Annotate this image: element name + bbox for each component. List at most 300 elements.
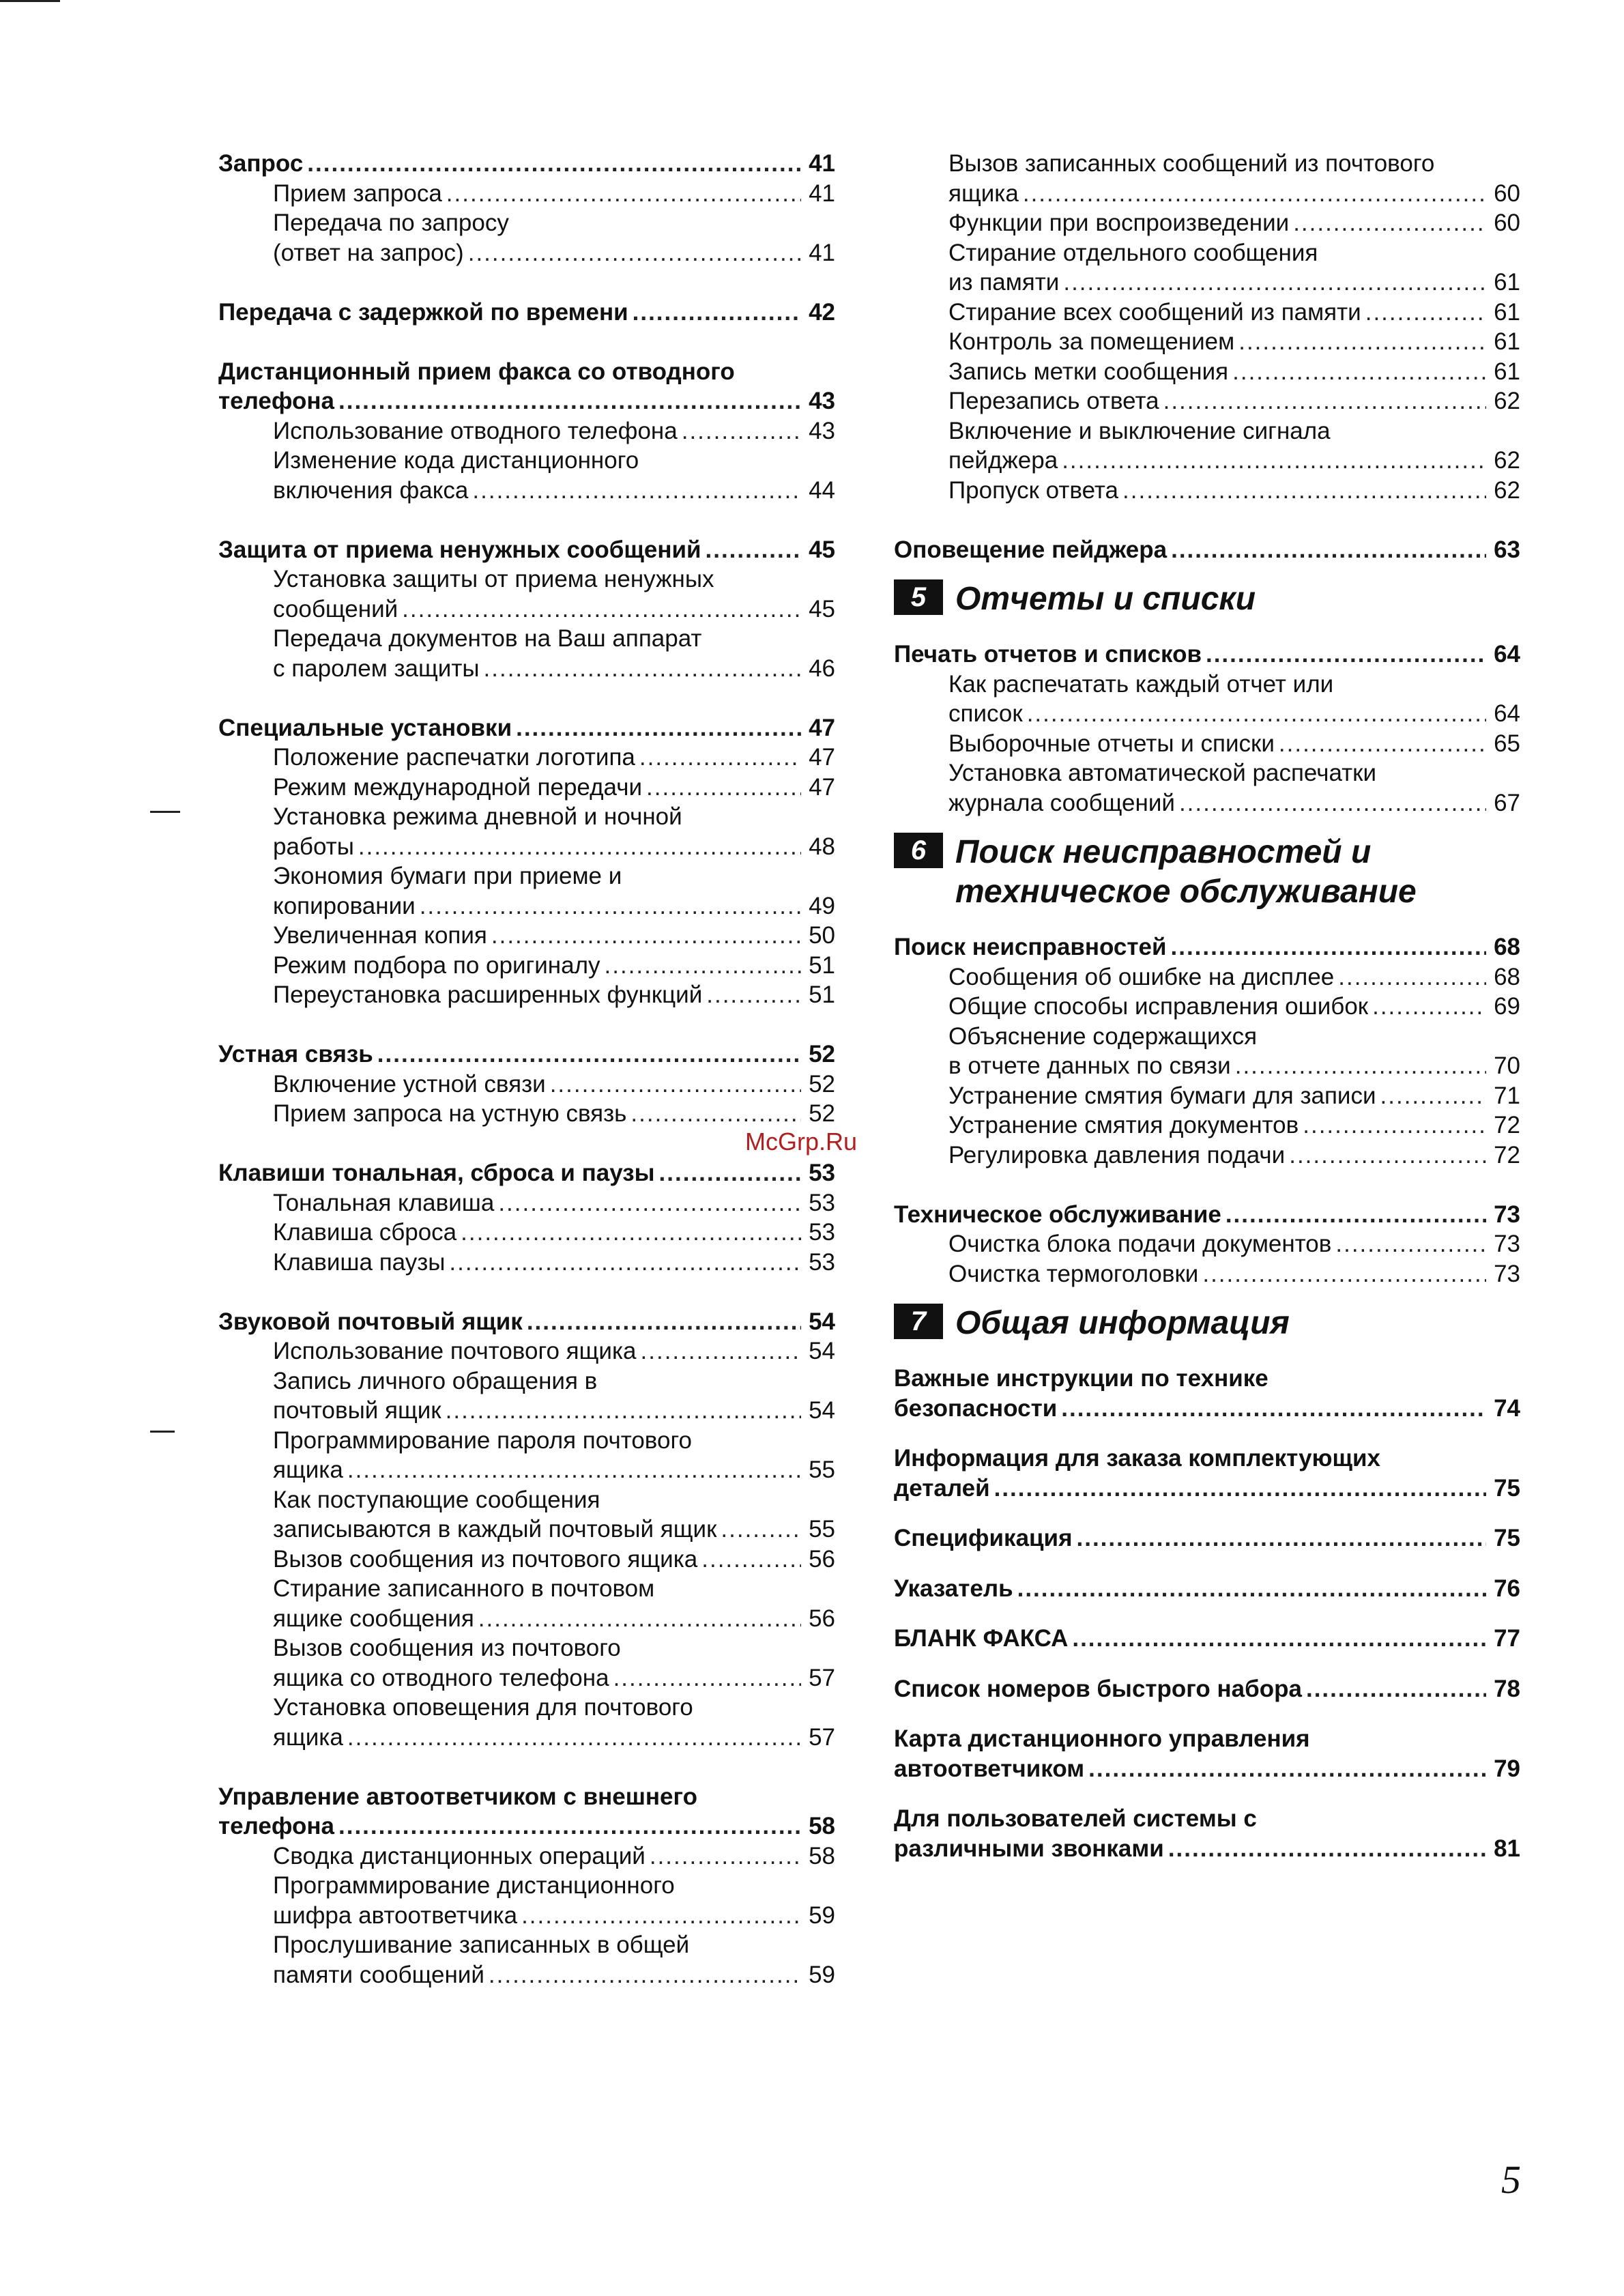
- toc-entry-title: Звуковой почтовый ящик: [218, 1308, 523, 1335]
- chapter-heading: [894, 833, 1520, 912]
- toc-page-number: 54: [809, 1308, 835, 1335]
- toc-entry-title: с паролем защиты: [273, 655, 480, 682]
- toc-entry-title: Общие способы исправления ошибок: [948, 993, 1369, 1020]
- toc-entry[interactable]: [218, 476, 835, 506]
- dot-leader: [1168, 1834, 1486, 1864]
- toc-page-number: 61: [1494, 328, 1520, 355]
- toc-page-number: 65: [1494, 730, 1520, 757]
- toc-page-number: 54: [809, 1338, 835, 1364]
- toc-page-number: 44: [809, 476, 835, 504]
- dot-leader: [639, 743, 801, 773]
- toc-entry[interactable]: [218, 179, 835, 209]
- spacer: [894, 1603, 1520, 1624]
- toc-heading-line: Важные инструкции по технике: [894, 1365, 1268, 1392]
- toc-page-number: 48: [809, 833, 835, 860]
- toc-entry[interactable]: [218, 238, 835, 268]
- toc-entry[interactable]: [894, 962, 1520, 992]
- dot-leader: [468, 238, 801, 268]
- dot-leader: [1027, 699, 1486, 729]
- dot-leader: [641, 1336, 801, 1366]
- toc-entry-title: Перезапись ответа: [948, 388, 1159, 414]
- toc-entry[interactable]: [218, 1070, 835, 1100]
- toc-entry-title: Устранение смятия бумаги для записи: [948, 1082, 1376, 1109]
- scan-mark: [150, 1431, 175, 1433]
- dot-leader: [1238, 327, 1486, 357]
- toc-page-number: 78: [1494, 1675, 1520, 1702]
- toc-entry[interactable]: [218, 1336, 835, 1366]
- toc-entry[interactable]: [894, 699, 1520, 729]
- dot-leader: [484, 654, 801, 684]
- toc-entry[interactable]: [218, 1604, 835, 1634]
- dot-leader: [706, 535, 802, 565]
- toc-entry-title: Прием запроса: [273, 180, 442, 207]
- toc-page-number: 41: [809, 180, 835, 207]
- dot-leader: [633, 298, 801, 328]
- toc-page-number: 61: [1494, 358, 1520, 385]
- toc-entry-title: Защита от приема ненужных сообщений: [218, 536, 701, 563]
- toc-entry[interactable]: [218, 743, 835, 773]
- chapter-title: [955, 1304, 1290, 1343]
- toc-entry-title: ящика: [273, 1456, 343, 1483]
- toc-entry-title: Режим международной передачи: [273, 773, 643, 801]
- toc-page-number: 50: [809, 922, 835, 949]
- toc-entry-title: различными звонками: [894, 1835, 1164, 1862]
- toc-entry[interactable]: [218, 654, 835, 684]
- toc-entry-title: Техническое обслуживание: [894, 1201, 1221, 1228]
- dot-leader: [701, 1545, 801, 1575]
- dot-leader: [721, 1515, 801, 1545]
- toc-entry-title: безопасности: [894, 1394, 1058, 1422]
- toc-page-number: 70: [1494, 1052, 1520, 1079]
- toc-entry-title: Клавиши тональная, сброса и паузы: [218, 1160, 655, 1186]
- toc-entry-title: Клавиша сброса: [273, 1219, 457, 1246]
- toc-page-number: 63: [1494, 536, 1520, 563]
- toc-entry[interactable]: [218, 832, 835, 862]
- dot-leader: [1279, 729, 1486, 759]
- toc-page-number: 64: [1494, 641, 1520, 668]
- toc-heading-line: Программирование дистанционного: [273, 1872, 675, 1899]
- toc-page-number: 60: [1494, 180, 1520, 207]
- toc-entry-title: Специальные установки: [218, 714, 512, 741]
- dot-leader: [1335, 1229, 1486, 1259]
- toc-entry[interactable]: [218, 1099, 835, 1129]
- dot-leader: [1077, 1523, 1487, 1553]
- dot-leader: [449, 1248, 801, 1278]
- dot-leader: [605, 951, 801, 981]
- toc-page-number: 47: [809, 773, 835, 801]
- toc-heading-line: Экономия бумаги при приеме и: [273, 863, 622, 889]
- dot-leader: [338, 1811, 801, 1841]
- toc-page-number: 59: [809, 1961, 835, 1988]
- toc-entry[interactable]: [894, 1081, 1520, 1111]
- dot-leader: [613, 1663, 801, 1693]
- toc-entry[interactable]: [218, 1841, 835, 1871]
- toc-entry[interactable]: [894, 1259, 1520, 1289]
- toc-entry[interactable]: [218, 1307, 835, 1337]
- toc-entry-title: почтовый ящик: [273, 1397, 441, 1424]
- toc-entry[interactable]: [218, 416, 835, 446]
- toc-page-number: 68: [1494, 963, 1520, 990]
- dot-leader: [1293, 208, 1486, 238]
- toc-page-number: 73: [1494, 1201, 1520, 1228]
- dot-leader: [1179, 788, 1486, 818]
- dot-leader: [1206, 640, 1486, 670]
- toc-heading-line: Прослушивание записанных в общей: [273, 1932, 690, 1958]
- spacer: [894, 1654, 1520, 1674]
- dot-leader: [446, 1396, 801, 1426]
- toc-page-number: 68: [1494, 934, 1520, 960]
- toc-entry-title: Использование почтового ящика: [273, 1338, 637, 1364]
- dot-leader: [489, 1960, 801, 1990]
- toc-entry[interactable]: [894, 327, 1520, 357]
- toc-page-number: 62: [1494, 388, 1520, 414]
- toc-entry[interactable]: [218, 1396, 835, 1426]
- toc-entry[interactable]: [218, 1901, 835, 1931]
- dot-leader: [630, 1099, 801, 1129]
- toc-entry[interactable]: [218, 921, 835, 951]
- toc-entry-title: работы: [273, 833, 354, 860]
- toc-entry-title: Устная связь: [218, 1041, 373, 1067]
- toc-heading-line: Программирование пароля почтового: [273, 1426, 692, 1454]
- dot-leader: [1289, 1140, 1486, 1171]
- toc-entry-title: Использование отводного телефона: [273, 417, 678, 444]
- toc-page-number: 61: [1494, 269, 1520, 296]
- dot-leader: [358, 832, 801, 862]
- spacer: [218, 327, 835, 357]
- dot-leader: [1226, 1200, 1486, 1230]
- chapter-number-badge: 6: [894, 833, 943, 868]
- toc-entry[interactable]: [894, 268, 1520, 298]
- toc-entry-title: из памяти: [948, 269, 1060, 296]
- toc-entry-title: ящика: [273, 1723, 343, 1751]
- chapter-heading: [894, 1304, 1520, 1343]
- dot-leader: [347, 1455, 801, 1485]
- toc-page-number: 53: [809, 1248, 835, 1276]
- toc-page-number: 53: [809, 1189, 835, 1216]
- toc-heading-line: Запись личного обращения в: [273, 1367, 598, 1394]
- toc-entry-title: БЛАНК ФАКСА: [894, 1625, 1069, 1652]
- toc-entry-title: Сообщения об ошибке на дисплее: [948, 963, 1335, 990]
- toc-right-column: [894, 149, 1520, 1863]
- toc-entry[interactable]: [218, 1960, 835, 1990]
- toc-page-number: 62: [1494, 476, 1520, 504]
- toc-entry-title: телефона: [218, 388, 334, 414]
- toc-entry[interactable]: [894, 1754, 1520, 1784]
- toc-page-number: 52: [809, 1070, 835, 1097]
- page-number: 5: [1501, 2157, 1521, 2202]
- dot-leader: [1171, 535, 1486, 565]
- toc-entry[interactable]: [894, 446, 1520, 476]
- toc-entry[interactable]: [218, 1515, 835, 1545]
- toc-entry-title: Печать отчетов и списков: [894, 641, 1202, 668]
- dot-leader: [446, 179, 801, 209]
- dot-leader: [347, 1723, 801, 1753]
- toc-entry-title: Запрос: [218, 150, 304, 177]
- toc-entry-title: Список номеров быстрого набора: [894, 1675, 1302, 1702]
- toc-entry[interactable]: [894, 1110, 1520, 1140]
- toc-entry[interactable]: [894, 932, 1520, 962]
- toc-entry-title: Регулировка давления подачи: [948, 1141, 1286, 1168]
- toc-entry[interactable]: [218, 298, 835, 328]
- toc-page-number: 55: [809, 1516, 835, 1542]
- chapter-title: [955, 579, 1256, 619]
- chapter-title-line: Отчеты и списки: [955, 581, 1256, 617]
- toc-heading-line: Вызов записанных сообщений из почтового: [948, 150, 1435, 177]
- toc-page-number: 73: [1494, 1260, 1520, 1287]
- toc-entry-title: Контроль за помещением: [948, 328, 1235, 355]
- dot-leader: [994, 1474, 1486, 1504]
- toc-heading-line: Установка автоматической распечатки: [948, 760, 1377, 786]
- toc-page-number: 77: [1494, 1625, 1520, 1652]
- toc-entry-title: Выборочные отчеты и списки: [948, 730, 1275, 757]
- dot-leader: [706, 980, 801, 1010]
- toc-entry[interactable]: [218, 1663, 835, 1693]
- dot-leader: [1017, 1574, 1486, 1604]
- toc-entry[interactable]: [218, 1158, 835, 1188]
- toc-entry[interactable]: [894, 1051, 1520, 1081]
- toc-page-number: 62: [1494, 447, 1520, 474]
- toc-page-number: 64: [1494, 700, 1520, 727]
- toc-page-number: 61: [1494, 298, 1520, 326]
- toc-page-number: 57: [809, 1664, 835, 1691]
- toc-entry-title: Передача с задержкой по времени: [218, 298, 628, 326]
- toc-entry[interactable]: [894, 992, 1520, 1022]
- toc-page-number: 42: [809, 298, 835, 326]
- toc-entry[interactable]: [218, 1188, 835, 1218]
- dot-leader: [1232, 357, 1486, 387]
- toc-entry-title: Клавиша паузы: [273, 1248, 446, 1276]
- dot-leader: [498, 1188, 801, 1218]
- toc-heading-line: Для пользователей системы с: [894, 1805, 1257, 1832]
- dot-leader: [478, 1604, 801, 1634]
- toc-entry-title: пейджера: [948, 447, 1058, 474]
- toc-heading-line: Установка защиты от приема ненужных: [273, 566, 714, 592]
- toc-entry-title: Устранение смятия документов: [948, 1112, 1299, 1138]
- toc-entry-title: в отчете данных по связи: [948, 1052, 1231, 1079]
- toc-page-number: 75: [1494, 1525, 1520, 1551]
- toc-entry[interactable]: [894, 788, 1520, 818]
- toc-entry[interactable]: [894, 1574, 1520, 1604]
- toc-entry[interactable]: [894, 1229, 1520, 1259]
- toc-entry-title: автоответчиком: [894, 1755, 1085, 1782]
- dot-leader: [1303, 1110, 1486, 1140]
- toc-page-number: 53: [809, 1160, 835, 1186]
- toc-entry-title: копировании: [273, 892, 416, 919]
- dot-leader: [461, 1218, 801, 1248]
- toc-page-number: 81: [1494, 1835, 1520, 1862]
- toc-entry[interactable]: [894, 1200, 1520, 1230]
- dot-leader: [420, 891, 801, 921]
- spacer: [894, 1553, 1520, 1574]
- toc-heading-line: Передача документов на Ваш аппарат: [273, 625, 702, 652]
- toc-entry-title: Увеличенная копия: [273, 922, 487, 949]
- toc-entry-title: сообщений: [273, 595, 398, 622]
- toc-page-number: 47: [809, 714, 835, 741]
- toc-heading-line: Информация для заказа комплектующих: [894, 1445, 1381, 1472]
- chapter-heading: [894, 579, 1520, 619]
- toc-heading-line: Установка оповещения для почтового: [273, 1694, 693, 1721]
- toc-page-number: 72: [1494, 1112, 1520, 1138]
- toc-entry-title: Функции при воспроизведении: [948, 210, 1290, 236]
- toc-page-number: 60: [1494, 210, 1520, 236]
- spacer: [218, 1129, 835, 1159]
- toc-entry[interactable]: [218, 1218, 835, 1248]
- toc-page-number: 72: [1494, 1141, 1520, 1168]
- toc-page-number: 53: [809, 1219, 835, 1246]
- toc-page-number: 55: [809, 1456, 835, 1483]
- toc-entry-title: Оповещение пейджера: [894, 536, 1168, 563]
- chapter-title: [955, 833, 1417, 912]
- dot-leader: [307, 149, 801, 179]
- toc-heading-line: Установка режима дневной и ночной: [273, 803, 682, 830]
- toc-entry[interactable]: [894, 535, 1520, 565]
- toc-entry[interactable]: [218, 1455, 835, 1485]
- toc-entry[interactable]: [894, 1834, 1520, 1864]
- dot-leader: [1171, 932, 1487, 962]
- dot-leader: [516, 713, 801, 743]
- toc-entry-title: шифра автоответчика: [273, 1902, 518, 1929]
- dot-leader: [650, 1841, 801, 1871]
- toc-page-number: 58: [809, 1813, 835, 1839]
- dot-leader: [1063, 268, 1486, 298]
- dot-leader: [338, 386, 801, 416]
- toc-entry-title: Спецификация: [894, 1525, 1073, 1551]
- toc-entry[interactable]: [218, 980, 835, 1010]
- toc-page-number: 73: [1494, 1231, 1520, 1257]
- toc-page-number: 46: [809, 655, 835, 682]
- toc-heading-line: Карта дистанционного управления: [894, 1725, 1310, 1752]
- toc-entry[interactable]: [894, 729, 1520, 759]
- toc-entry[interactable]: [894, 1394, 1520, 1424]
- toc-entry-title: записываются в каждый почтовый ящик: [273, 1516, 717, 1542]
- toc-page-number: 45: [809, 595, 835, 622]
- toc-entry[interactable]: [218, 1723, 835, 1753]
- dot-leader: [491, 921, 801, 951]
- toc-entry-title: Сводка дистанционных операций: [273, 1842, 646, 1869]
- spacer: [218, 1010, 835, 1040]
- spacer: [894, 1170, 1520, 1200]
- toc-heading-line: Изменение кода дистанционного: [273, 447, 639, 474]
- toc-entry-title: ящика со отводного телефона: [273, 1664, 609, 1691]
- toc-entry[interactable]: [218, 951, 835, 981]
- toc-page-number: 71: [1494, 1082, 1520, 1109]
- dot-leader: [1072, 1624, 1486, 1654]
- toc-entry[interactable]: [894, 386, 1520, 416]
- chapter-title-line: Общая информация: [955, 1305, 1290, 1341]
- chapter-title-line: Поиск неисправностей и: [955, 834, 1372, 870]
- dot-leader: [1061, 1394, 1486, 1424]
- toc-entry[interactable]: [218, 149, 835, 179]
- toc-entry-title: Прием запроса на устную связь: [273, 1100, 627, 1127]
- toc-page-number: 52: [809, 1100, 835, 1127]
- watermark: McGrp.Ru: [745, 1128, 858, 1156]
- toc-entry[interactable]: [218, 713, 835, 743]
- scan-mark: [0, 0, 60, 2]
- toc-heading-line: Как поступающие сообщения: [273, 1486, 600, 1513]
- spacer: [218, 1752, 835, 1782]
- dot-leader: [521, 1901, 801, 1931]
- toc-entry-title: Режим подбора по оригиналу: [273, 951, 600, 979]
- toc-entry-title: Переустановка расширенных функций: [273, 981, 703, 1008]
- toc-page-number: 43: [809, 388, 835, 414]
- dot-leader: [1202, 1259, 1486, 1289]
- scan-mark: [150, 811, 180, 813]
- toc-heading-line: Как распечатать каждый отчет или: [948, 670, 1334, 698]
- toc-page-number: 57: [809, 1723, 835, 1751]
- toc-entry-title: список: [948, 700, 1023, 727]
- toc-page-number: 51: [809, 951, 835, 979]
- dot-leader: [1122, 476, 1486, 506]
- toc-entry[interactable]: [218, 1039, 835, 1070]
- toc-entry[interactable]: [218, 773, 835, 803]
- toc-entry[interactable]: [218, 1811, 835, 1841]
- spacer: [894, 1783, 1520, 1804]
- toc-entry[interactable]: [218, 891, 835, 921]
- spacer: [894, 1503, 1520, 1523]
- toc-entry[interactable]: [218, 594, 835, 625]
- dot-leader: [1235, 1051, 1486, 1081]
- toc-entry[interactable]: [894, 476, 1520, 506]
- toc-left-column: [218, 149, 835, 1990]
- toc-heading-line: Управление автоответчиком с внешнего: [218, 1783, 697, 1810]
- toc-entry-title: Очистка блока подачи документов: [948, 1231, 1332, 1257]
- toc-page-number: 51: [809, 981, 835, 1008]
- toc-heading-line: Объяснение содержащихся: [948, 1022, 1258, 1050]
- toc-page-number: 54: [809, 1397, 835, 1424]
- toc-entry[interactable]: [894, 179, 1520, 209]
- chapter-title-line: техническое обслуживание: [955, 874, 1417, 910]
- dot-leader: [1306, 1674, 1486, 1704]
- toc-entry-title: Пропуск ответа: [948, 476, 1119, 504]
- toc-entry-title: ящика: [948, 180, 1019, 207]
- toc-entry[interactable]: [894, 1674, 1520, 1704]
- toc-heading-line: Передача по запросу: [273, 210, 509, 236]
- toc-entry[interactable]: [894, 208, 1520, 238]
- toc-entry[interactable]: [894, 640, 1520, 670]
- dot-leader: [1163, 386, 1486, 416]
- toc-entry[interactable]: [894, 1523, 1520, 1553]
- toc-entry[interactable]: [894, 1474, 1520, 1504]
- toc-page-number: 75: [1494, 1474, 1520, 1502]
- toc-page-number: 59: [809, 1902, 835, 1929]
- toc-page-number: 52: [809, 1041, 835, 1067]
- toc-entry[interactable]: [894, 298, 1520, 328]
- toc-heading-line: Стирание отдельного сообщения: [948, 239, 1318, 266]
- dot-leader: [550, 1070, 801, 1100]
- toc-entry-title: Положение распечатки логотипа: [273, 744, 635, 771]
- toc-entry[interactable]: [218, 535, 835, 565]
- toc-heading-line: Вызов сообщения из почтового: [273, 1635, 621, 1661]
- toc-entry-title: телефона: [218, 1813, 334, 1839]
- dot-leader: [472, 476, 801, 506]
- spacer: [894, 1704, 1520, 1724]
- toc-entry[interactable]: [894, 1624, 1520, 1654]
- toc-entry[interactable]: [218, 1545, 835, 1575]
- spacer: [218, 268, 835, 298]
- dot-leader: [1088, 1754, 1486, 1784]
- chapter-number-badge: 7: [894, 1304, 943, 1339]
- toc-entry-title: памяти сообщений: [273, 1961, 484, 1988]
- toc-entry[interactable]: [218, 386, 835, 416]
- dot-leader: [1023, 179, 1486, 209]
- toc-page-number: 47: [809, 744, 835, 771]
- toc-page-number: 41: [809, 239, 835, 266]
- toc-entry[interactable]: [894, 357, 1520, 387]
- toc-page-number: 74: [1494, 1394, 1520, 1422]
- toc-entry[interactable]: [218, 1248, 835, 1278]
- toc-page-number: 41: [809, 150, 835, 177]
- toc-entry[interactable]: [894, 1140, 1520, 1171]
